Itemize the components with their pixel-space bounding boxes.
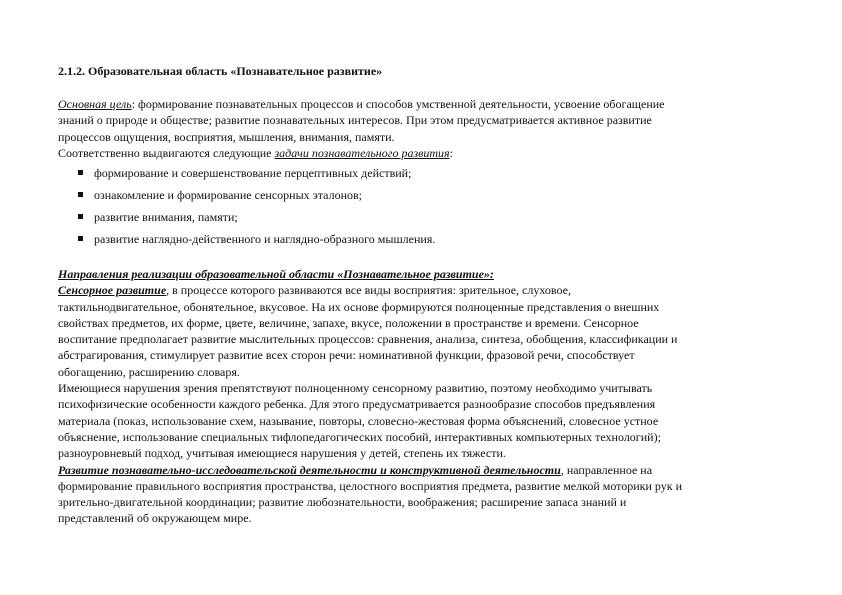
directions-paragraph bbox=[58, 266, 788, 527]
goal-text: : формирование познавательных процессов и способов умственной деятельности, усвоение обогащение bbox=[131, 97, 665, 111]
square-bullet-icon bbox=[78, 236, 83, 241]
square-bullet-icon bbox=[78, 192, 83, 197]
tasks-intro bbox=[58, 145, 788, 161]
section-heading: 2.1.2. Образовательная область «Познавательное развитие» bbox=[58, 64, 383, 78]
research-line: формирование правильного восприятия пространства, целостного восприятия предмета, развитие мелкой моторики рук и bbox=[58, 478, 683, 493]
sensory-line: Имеющиеся нарушения зрения препятствуют полноценному сенсорному развитию, поэтому необходимо учитывать bbox=[58, 381, 653, 396]
list-item bbox=[58, 187, 435, 209]
research-line: представлений об окружающем мире. bbox=[58, 511, 252, 526]
list-item-text: ознакомление и формирование сенсорных эталонов; bbox=[94, 188, 363, 202]
research-text: , направленное на bbox=[560, 462, 653, 477]
sensory-line: разноуровневый подход, учитывая имеющиеся нарушения у детей, степень их тяжести. bbox=[58, 446, 506, 461]
square-bullet-icon bbox=[78, 214, 83, 219]
goal-paragraph bbox=[58, 96, 788, 161]
goal-label: Основная цель bbox=[58, 97, 132, 111]
sensory-line: материала (показ, использование схем, называние, повторы, словесно-жестовая форма объяснений, словесное устное bbox=[58, 413, 659, 428]
goal-line-3: процессов ощущения, восприятия, мышления, внимания, памяти. bbox=[58, 129, 395, 144]
tasks-label: задачи познавательного развития bbox=[274, 145, 450, 160]
goal-line-2: знаний о природе и обществе; развитие познавательных интересов. При этом предусматривается активное развитие bbox=[58, 113, 652, 128]
directions-heading: Направления реализации образовательной области «Познавательное развитие»: bbox=[58, 267, 494, 281]
tasks-suffix: : bbox=[449, 145, 453, 160]
list-item bbox=[58, 209, 435, 231]
list-item-text: развитие внимания, памяти; bbox=[94, 210, 238, 224]
sensory-line: абстрагирования, стимулирует развитие всех сторон речи: номинативной функции, фразовой речи, способствует bbox=[58, 348, 635, 363]
sensory-line: психофизические особенности каждого ребенка. Для этого предусматривается разнообразие способов предъявления bbox=[58, 397, 656, 412]
research-label: Развитие познавательно-исследовательской деятельности и конструктивной деятельности bbox=[58, 462, 561, 477]
sensory-text: , в процессе которого развиваются все виды восприятия: зрительное, слуховое, bbox=[166, 283, 571, 298]
list-item-text: формирование и совершенствование перцептивных действий; bbox=[94, 166, 412, 180]
sensory-line-1 bbox=[58, 282, 788, 298]
sensory-line: тактильнодвигательное, обонятельное, вкусовое. На их основе формируются полноценные представления о внешних bbox=[58, 299, 660, 314]
research-line-1 bbox=[58, 462, 788, 478]
sensory-label: Сенсорное развитие bbox=[58, 283, 167, 298]
tasks-prefix: Соответственно выдвигаются следующие bbox=[58, 145, 275, 160]
goal-line-1 bbox=[58, 96, 788, 112]
sensory-line: свойствах предметов, их форме, цвете, величине, запахе, вкусе, положении в пространстве и времени. Сенсорное bbox=[58, 315, 639, 330]
research-line: зрительно-двигательной координации; развитие любознательности, воображения; расширение запаса знаний и bbox=[58, 495, 627, 510]
list-item bbox=[58, 165, 435, 187]
list-item bbox=[58, 231, 435, 253]
list-item-text: развитие наглядно-действенного и наглядно-образного мышления. bbox=[94, 232, 436, 246]
sensory-line: обогащению, расширению словаря. bbox=[58, 364, 240, 379]
tasks-list bbox=[58, 165, 435, 253]
sensory-line: воспитание предполагает развитие мыслительных процессов: сравнения, анализа, синтеза, обобщения, классификации и bbox=[58, 332, 678, 347]
sensory-line: объяснение, использование специальных тифлопедагогических пособий, интерактивных компьютерных технологий); bbox=[58, 429, 661, 444]
square-bullet-icon bbox=[78, 170, 83, 175]
